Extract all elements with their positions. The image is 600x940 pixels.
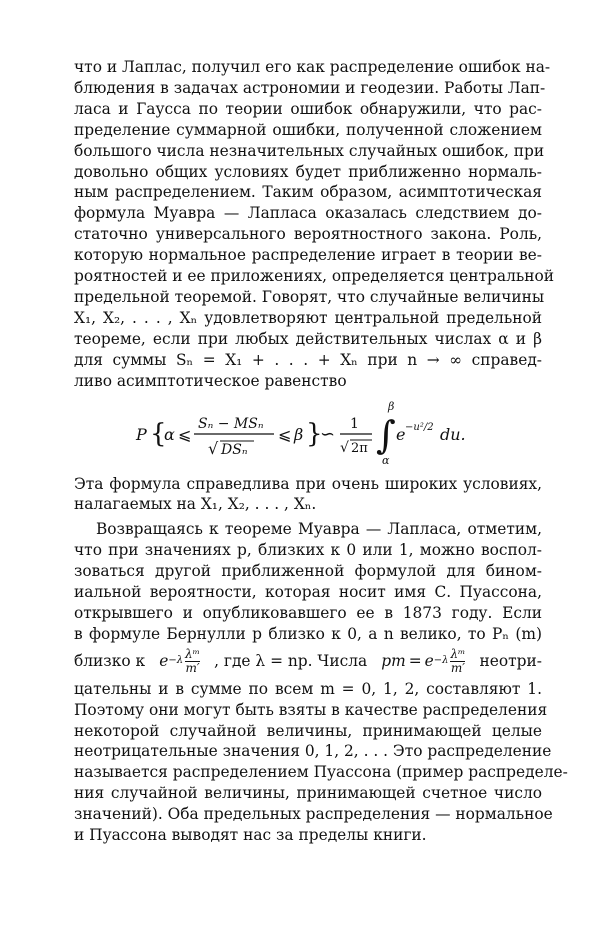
poisson-expr-1	[159, 648, 200, 675]
formula-right-brace: }	[306, 418, 323, 449]
poisson-pre: близко к	[74, 652, 146, 671]
poisson-e2-power: −λ	[433, 655, 449, 667]
text-line: Возвращаясь к теореме Муавра — Лапласа, отметим,	[96, 520, 542, 539]
text-line: зоваться другой приближенной формулой для бином-	[74, 562, 542, 581]
poisson-pm: pm	[381, 652, 406, 671]
text-line: открывшего и опубликовавшего ее в 1873 году. Если	[74, 603, 542, 622]
formula-P: P	[136, 424, 147, 444]
poisson-fraction-2	[450, 648, 465, 675]
text-line: называется распределением Пуассона (пример распределе-	[74, 763, 568, 782]
text-line: Поэтому они могут быть взяты в качестве распределения	[74, 700, 548, 719]
text-line: что и Лаплас, получил его как распределение ошибок на-	[74, 58, 551, 76]
text-line: налагаемых на X₁, X₂, . . . , Xₙ.	[74, 495, 317, 514]
poisson-frac-num: λᵐ	[185, 647, 200, 662]
poisson-e1: e	[159, 652, 169, 671]
formula-left-brace: {	[150, 418, 167, 449]
text-line: ласа и Гаусса по теории ошибок обнаружили, что рас-	[74, 99, 542, 118]
formula-alpha: α	[164, 424, 175, 444]
text-line: формула Муавра — Лапласа оказалась следствием до-	[74, 204, 542, 223]
text-line: иальной вероятности, которая носит имя С. Пуассона,	[74, 583, 542, 602]
poisson-frac-den: m′	[185, 661, 200, 676]
text-line: блюдения в задачах астрономии и геодезии. Работы Лап-	[74, 78, 546, 97]
poisson-e1-power: −λ	[168, 655, 184, 667]
text-line: цательны и в сумме по всем m = 0, 1, 2, составляют 1.	[74, 679, 542, 698]
poisson-post: неотри-	[479, 652, 542, 671]
text-line: большого числа незначительных случайных ошибок, при	[74, 141, 545, 160]
text-line: ния случайной величины, принимающей счетное число	[74, 784, 542, 803]
poisson-frac2-den: m′	[450, 661, 465, 676]
clt-formula-svg	[74, 398, 542, 466]
text-line: роятностей и ее приложениях, определяется центральной	[74, 267, 555, 286]
text-line: значений). Оба предельных распределения — нормальное	[74, 805, 553, 824]
paragraph-1	[74, 57, 555, 392]
formula-lower-limit: α	[382, 453, 390, 466]
poisson-eq: =	[408, 652, 422, 671]
formula-sqrt2pi: 2π	[351, 440, 368, 456]
poisson-mid: , где λ = np. Числа	[214, 652, 368, 671]
text-line: теореме, если при любых действительных числах α и β	[74, 329, 542, 348]
formula-leq-1: ⩽	[178, 424, 192, 444]
text-column	[74, 57, 568, 846]
formula-leq-2: ⩽	[278, 424, 292, 444]
formula-denominator: DSₙ	[221, 441, 248, 458]
text-line: и Пуассона выводят нас за пределы книги.	[74, 826, 427, 845]
poisson-e2: e	[424, 652, 434, 671]
text-line: статочно универсального вероятностного закона. Роль,	[74, 225, 542, 244]
text-line: ливо асимптотическое равенство	[74, 371, 347, 390]
formula-numerator: Sₙ − MSₙ	[198, 415, 264, 432]
clt-formula	[74, 398, 542, 466]
formula-sqrt-sign: √	[208, 438, 219, 458]
formula-beta: β	[294, 424, 304, 444]
text-line: пределение суммарной ошибки, полученной сложением	[74, 120, 542, 139]
text-line: которую нормальное распределение играет в теории ве-	[74, 246, 542, 265]
text-line: ным распределением. Таким образом, асимптотическая	[74, 183, 542, 202]
poisson-frac2-num: λᵐ	[450, 647, 466, 662]
text-line: Эта формула справедлива при очень широких условиях,	[74, 474, 542, 493]
formula-sim: ∽	[320, 423, 336, 445]
text-line: что при значениях p, близких к 0 или 1, можно воспол-	[74, 541, 542, 560]
text-line: в формуле Бернулли p близко к 0, а n велико, то Pₙ (m)	[74, 624, 542, 643]
formula-exp-base: e	[396, 424, 406, 444]
poisson-expr-2	[381, 648, 465, 675]
text-line: довольно общих условиях будет приближенно нормаль-	[74, 162, 542, 181]
paragraph-2	[74, 474, 542, 516]
text-line: для суммы Sₙ = X₁ + . . . + Xₙ при n → ∞ справед-	[74, 350, 542, 369]
formula-exp-power: −u²/2	[405, 421, 434, 433]
formula-one: 1	[350, 415, 359, 432]
poisson-fraction-1	[185, 648, 200, 675]
text-line: предельной теоремой. Говорят, что случайные величины	[74, 287, 545, 306]
formula-integral: ∫	[376, 412, 396, 457]
text-line: некоторой случайной величины, принимающей целые	[74, 721, 542, 740]
formula-upper-limit: β	[388, 399, 395, 413]
formula-sqrt2pi-sign: √	[340, 439, 349, 456]
poisson-formula-line	[74, 645, 542, 679]
formula-du: du.	[440, 424, 466, 444]
paragraph-3	[74, 519, 568, 846]
text-line: X₁, X₂, . . . , Xₙ удовлетворяют центральной предельной	[74, 308, 542, 327]
text-line: неотрицательные значения 0, 1, 2, . . . Это распределение	[74, 742, 552, 761]
